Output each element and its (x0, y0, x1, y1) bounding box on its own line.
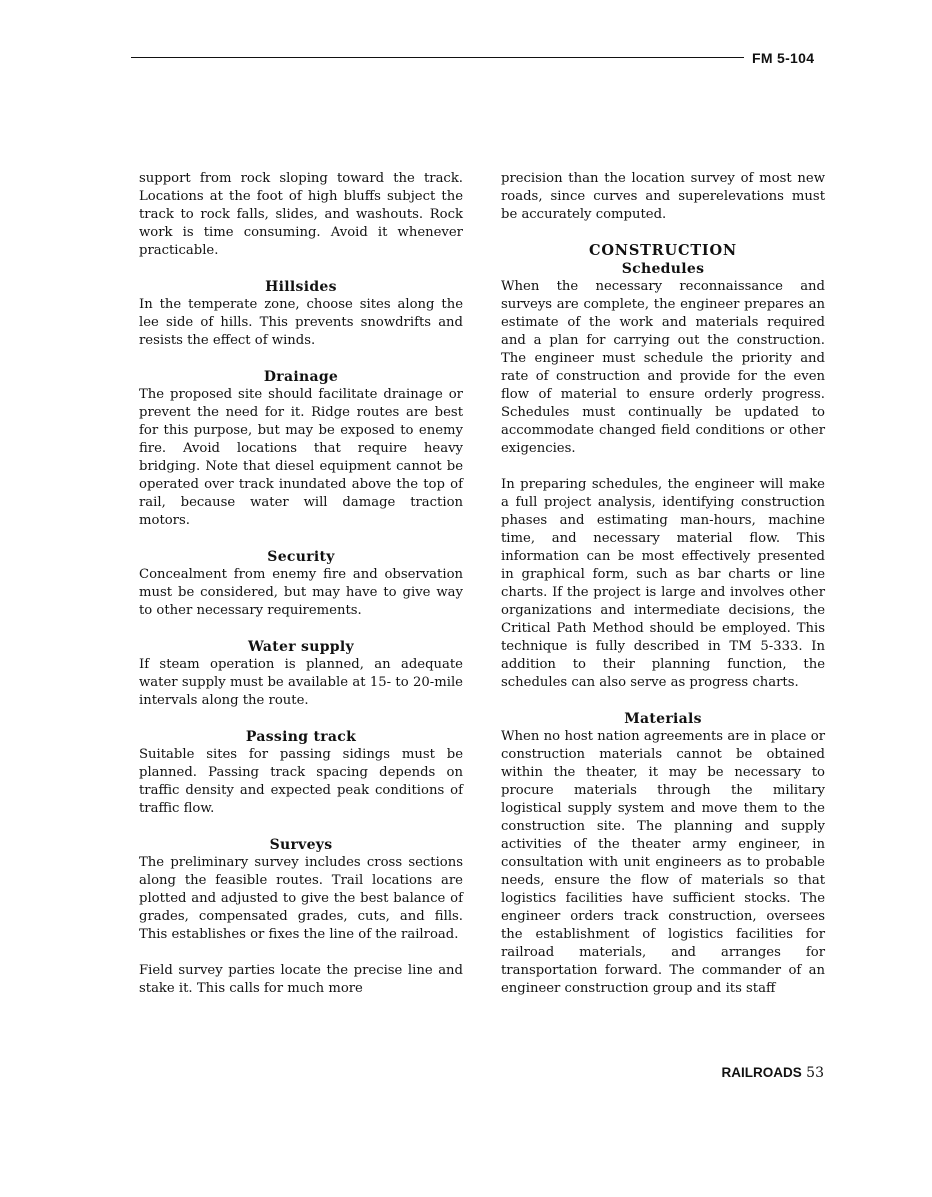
schedules-paragraph: When the necessary reconnaissance and surveys are complete, the engineer prepares an estimate of the work and materials required and a plan for carrying out the construction. The engineer must schedule the priority and rate of construction and provide for the even flow of material to ensure orderly progress. Schedules must continually be updated to accommodate changed field conditions or other exigencies. (501, 279, 825, 456)
security-paragraph: Concealment from enemy fire and observation must be considered, but may have to give way to other necessary requirements. (139, 567, 463, 618)
security-heading: Security (267, 549, 335, 565)
drainage-paragraph: The proposed site should facilitate drainage or prevent the need for it. Ridge routes are best for this purpose, but may be exposed to enemy fire. Avoid locations that require heavy bridging. Note that diesel equipment cannot be operated over track inundated above the top of rail, because water will damage traction motors. (139, 387, 463, 528)
passing-track-paragraph: Suitable sites for passing sidings must be planned. Passing track spacing depends on traffic density and expected peak conditions of traffic flow. (139, 747, 463, 816)
page-footer (721, 1065, 824, 1081)
schedules-analysis-paragraph: In preparing schedules, the engineer will make a full project analysis, identifying construction phases and estimating man-hours, machine time, and necessary material flow. This information can be most effectively presented in graphical form, such as bar charts or line charts. If the project is large and involves other organizations and intermediate decisions, the Critical Path Method should be employed. This technique is fully described in TM 5-333. In addition to their planning function, the schedules can also serve as progress charts. (501, 477, 825, 690)
right-intro-paragraph: precision than the location survey of most new roads, since curves and superelevations must be accurately computed. (501, 171, 825, 222)
materials-paragraph: When no host nation agreements are in place or construction materials cannot be obtained within the theater, it may be necessary to procure materials through the military logistical supply system and move them to the construction site. The planning and supply activities of the theater army engineer, in consultation with unit engineers as to probable needs, ensure the flow of materials so that logistics facilities have sufficient stocks. The engineer orders track construction, oversees the establishment of logistics facilities for railroad materials, and arranges for transportation forward. The commander of an engineer construction group and its staff (501, 729, 825, 996)
hillsides-paragraph: In the temperate zone, choose sites along the lee side of hills. This prevents snowdrifts and resists the effect of winds. (139, 297, 463, 348)
header-rule (131, 57, 744, 58)
passing-track-heading: Passing track (245, 729, 357, 745)
water-supply-paragraph: If steam operation is planned, an adequate water supply must be available at 15- to 20-mile intervals along the route. (139, 657, 463, 708)
materials-heading: Materials (624, 711, 702, 727)
left-column (139, 170, 463, 998)
section-label: RAILROADS (721, 1065, 802, 1080)
drainage-heading: Drainage (263, 369, 339, 385)
surveys-paragraph: The preliminary survey includes cross sections along the feasible routes. Trail locations are plotted and adjusted to give the best balance of grades, compensated grades, cuts, and fills. This establishes or fixes the line of the railroad. (139, 855, 463, 942)
construction-heading: CONSTRUCTION (589, 242, 737, 259)
surveys-heading: Surveys (269, 837, 333, 853)
left-intro-paragraph: support from rock sloping toward the track. Locations at the foot of high bluffs subject the track to rock falls, slides, and washouts. Rock work is time consuming. Avoid it whenever practicable. (139, 171, 463, 258)
hillsides-heading: Hillsides (265, 279, 337, 295)
right-column (501, 170, 825, 998)
document-id: FM 5-104 (752, 50, 815, 66)
field-survey-paragraph: Field survey parties locate the precise line and stake it. This calls for much more (139, 963, 463, 996)
page-number: 53 (806, 1065, 824, 1081)
water-supply-heading: Water supply (248, 639, 354, 655)
schedules-heading: Schedules (621, 261, 705, 277)
